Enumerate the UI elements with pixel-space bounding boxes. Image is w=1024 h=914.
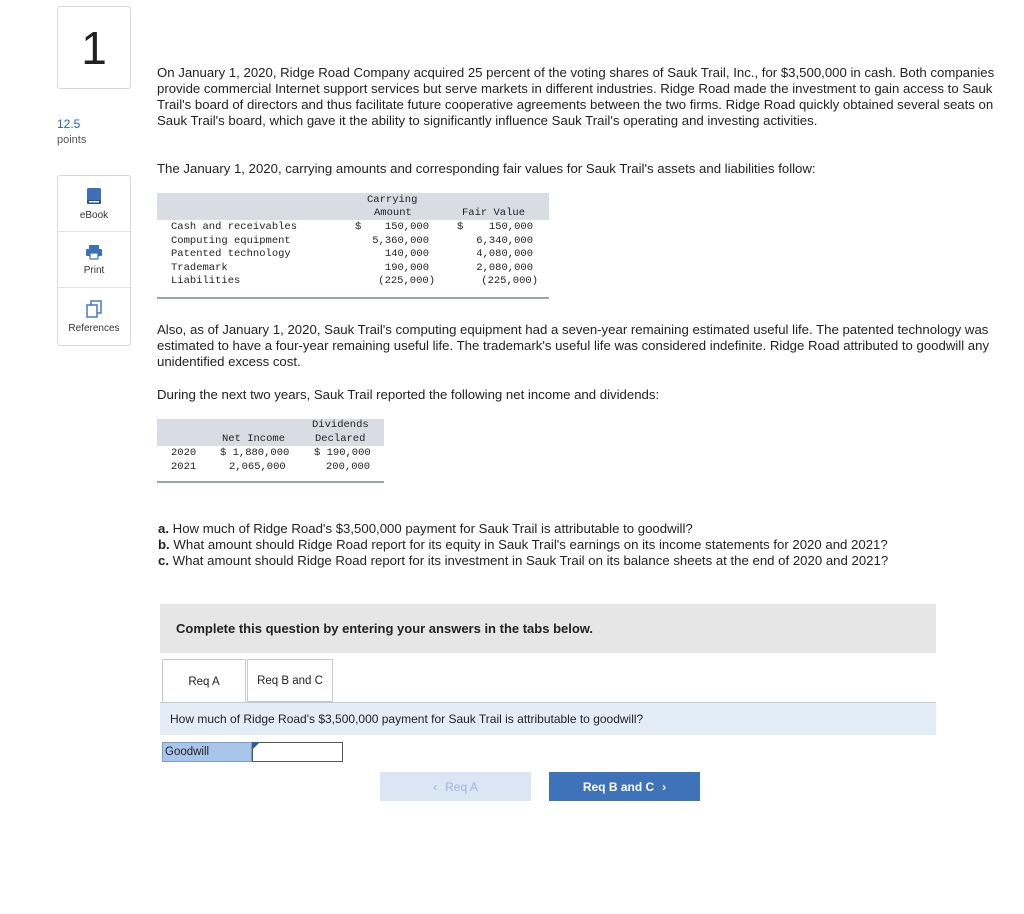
row-currency: $ <box>355 221 362 233</box>
carrying-fair-table <box>157 193 549 303</box>
row-dividends: 200,000 <box>326 460 371 473</box>
row-label: Liabilities <box>171 275 241 287</box>
question-c: c. What amount should Ridge Road report for its investment in Sauk Trail on its balance sheets at the end of 2020 and 2021? <box>158 553 889 568</box>
references-label: References <box>68 322 120 334</box>
references-icon <box>86 300 102 318</box>
question-a: a. How much of Ridge Road's $3,500,000 payment for Sauk Trail is attributable to goodwill? <box>158 521 693 536</box>
next-label: Req B and C <box>582 779 655 794</box>
header-fair-value: Fair Value <box>462 207 526 219</box>
row-dividends: $ 190,000 <box>314 447 371 459</box>
ebook-label: eBook <box>79 209 109 221</box>
book-icon <box>86 187 102 205</box>
points-label: points <box>57 134 87 146</box>
row-fair: 6,340,000 <box>476 234 533 247</box>
row-carrying: 5,360,000 <box>372 234 429 247</box>
header-dividends: Dividends <box>312 419 369 431</box>
printer-icon <box>85 244 103 260</box>
row-fair: (225,000) <box>481 275 538 287</box>
tab-req-a[interactable]: Req A <box>162 659 246 703</box>
row-net-income: 2,065,000 <box>229 460 286 473</box>
row-net-income: $ 1,880,000 <box>220 447 290 459</box>
print-button[interactable] <box>58 232 130 288</box>
income-intro: During the next two years, Sauk Trail reported the following net income and dividends: <box>157 387 660 402</box>
row-currency: $ <box>457 221 464 233</box>
goodwill-label: Goodwill <box>162 742 252 762</box>
req-a-prompt: How much of Ridge Road's $3,500,000 payment for Sauk Trail is attributable to goodwill? <box>160 703 936 735</box>
header-amount: Amount <box>374 207 412 219</box>
tool-panel <box>57 175 131 346</box>
row-label: Computing equipment <box>171 234 291 247</box>
prev-label: Req A <box>445 779 478 794</box>
row-label: Trademark <box>171 261 228 274</box>
prev-req-a-button[interactable] <box>380 772 531 801</box>
values-intro: The January 1, 2020, carrying amounts and corresponding fair values for Sauk Trail's assets and liabilities follow: <box>157 161 816 176</box>
header-carrying: Carrying <box>367 194 418 206</box>
points-value: 12.5 <box>57 117 81 131</box>
goodwill-input[interactable] <box>252 742 343 762</box>
useful-life-paragraph: Also, as of January 1, 2020, Sauk Trail's computing equipment had a seven-year remaining estimated useful life. The patented technology was estimated to have a four-year remaining useful life. The trademark's useful life was considered indefinite. Ridge Road attributed to goodwill any unidentified excess cost. <box>157 322 990 369</box>
tab-req-b-and-c[interactable]: Req B and C <box>247 659 333 702</box>
next-req-b-and-c-button[interactable] <box>549 772 700 801</box>
row-carrying: 150,000 <box>384 221 429 233</box>
row-year: 2021 <box>171 460 197 473</box>
row-carrying: 140,000 <box>384 248 429 260</box>
input-flag-icon <box>253 743 259 749</box>
references-button[interactable] <box>58 288 130 345</box>
question-list <box>158 521 1018 569</box>
row-carrying: 190,000 <box>384 261 429 274</box>
row-carrying: (225,000) <box>378 275 435 287</box>
row-label: Patented technology <box>171 248 291 260</box>
table-bottom-rule <box>157 481 384 483</box>
intro-paragraph: On January 1, 2020, Ridge Road Company acquired 25 percent of the voting shares of Sauk Trail, Inc., for $3,500,000 in cash. Both companies provide commercial Internet support services but serve markets in different industries. Ridge Road made the investment to gain access to Sauk Trail's board of directors and thus facilitate future cooperative agreements between the two firms. Ridge Road quickly obtained several seats on Sauk Trail's board, which gave it the ability to significantly influence Sauk Trail's operating and investing activities. <box>157 65 995 128</box>
row-fair: 150,000 <box>488 221 533 233</box>
header-declared: Declared <box>315 433 366 445</box>
print-label: Print <box>83 264 105 276</box>
chevron-left-icon: ‹ <box>433 779 438 794</box>
income-dividends-table <box>157 419 384 487</box>
chevron-right-icon: › <box>662 779 667 794</box>
ebook-button[interactable] <box>58 176 130 232</box>
question-number: 1 <box>57 6 131 89</box>
row-year: 2020 <box>171 447 197 459</box>
table-bottom-rule <box>157 297 549 299</box>
header-net-income: Net Income <box>222 433 286 445</box>
question-b: b. What amount should Ridge Road report for its equity in Sauk Trail's earnings on its income statements for 2020 and 2021? <box>158 537 888 552</box>
row-fair: 2,080,000 <box>476 261 533 274</box>
row-label: Cash and receivables <box>171 221 298 233</box>
row-fair: 4,080,000 <box>476 248 533 260</box>
instructions-banner: Complete this question by entering your answers in the tabs below. <box>160 604 936 653</box>
